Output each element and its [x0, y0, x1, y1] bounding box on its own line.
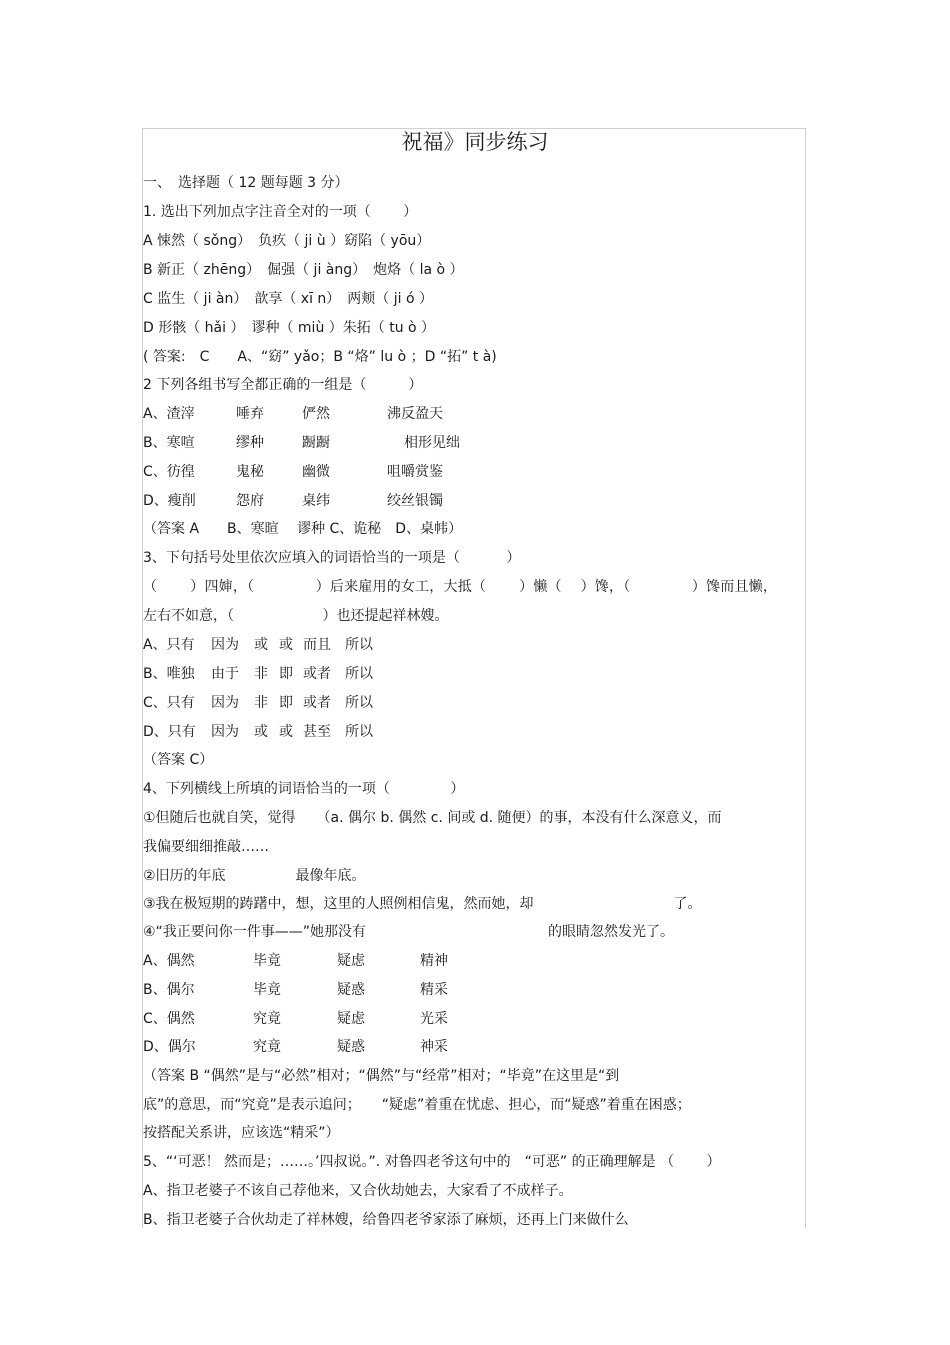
q3-c-w5: 或者: [303, 695, 331, 711]
q4-d-col1: D、偶尔: [143, 1039, 196, 1055]
q4-b-col2: 毕竟: [253, 982, 281, 998]
q3-d-w5: 甚至: [303, 724, 331, 740]
q4-a-col1: A、偶然: [143, 953, 195, 969]
q3-c-w6: 所以: [345, 695, 373, 711]
q1-answer: ( 答案: C A、“窈” yǎo；B “烙” lu ò ；D “拓” t à): [143, 349, 497, 365]
q3-b-w1: B、唯独: [143, 666, 195, 682]
q2-d-col4: 绞丝银镯: [387, 493, 443, 509]
q3-c-w3: 非: [254, 695, 268, 711]
q4-a-col3: 疑虑: [337, 953, 365, 969]
q4-sentence1-line2: 我偏要细细推敲……: [143, 839, 269, 855]
q2-c-col4: 咀嚼赏鉴: [387, 464, 443, 480]
q3-a-w5: 而且: [303, 637, 331, 653]
q3-answer: （答案 C）: [143, 752, 214, 768]
q4-answer-line2: 底”的意思，而“究竟”是表示追问； “疑虑”着重在忧虑、担心，而“疑惑”着重在困惑；: [143, 1097, 691, 1113]
q3-a-w4: 或: [279, 637, 293, 653]
q3-d-w1: D、只有: [143, 724, 196, 740]
q3-b-w3: 非: [254, 666, 268, 682]
q1-option-d: D 形骸（ hǎi ） 谬种（ miù ）朱拓（ tu ò ）: [143, 320, 436, 336]
q3-b-w6: 所以: [345, 666, 373, 682]
q3-d-w2: 因为: [211, 724, 239, 740]
q5-stem: 5、“‘可恶！ 然而是；……。’四叔说。”. 对鲁四老爷这句中的 “可恶” 的正确理解是 （ ）: [143, 1154, 721, 1170]
q4-c-col3: 疑虑: [337, 1011, 365, 1027]
q1-option-c: C 监生（ ji àn） 歆享（ xī n） 两颊（ ji ó ）: [143, 291, 434, 307]
q4-a-col4: 精神: [420, 953, 448, 969]
q2-d-col1: D、瘦削: [143, 493, 196, 509]
q2-a-col1: A、渣滓: [143, 406, 195, 422]
section-header: 一、 选择题（ 12 题每题 3 分）: [143, 175, 349, 191]
q4-d-col4: 神采: [420, 1039, 448, 1055]
q3-a-w1: A、只有: [143, 637, 195, 653]
q2-b-col3: 蹰蹰: [302, 435, 330, 451]
q4-d-col3: 疑惑: [337, 1039, 365, 1055]
q2-c-col1: C、彷徨: [143, 464, 195, 480]
q2-stem: 2 下列各组书写全都正确的一组是（ ）: [143, 377, 423, 393]
q4-sentence2: ②旧历的年底 最像年底。: [143, 868, 366, 884]
q1-option-a: A 悚然（ sǒng） 负疚（ ji ù ）窈陷（ yōu）: [143, 233, 431, 249]
q3-a-w3: 或: [254, 637, 268, 653]
q3-c-w4: 即: [279, 695, 293, 711]
q3-d-w3: 或: [254, 724, 268, 740]
q2-a-col2: 唾弃: [236, 406, 264, 422]
q1-option-b: B 新正（ zhēng） 倔强（ ji àng） 炮烙（ la ò ）: [143, 262, 464, 278]
q4-sentence3: ③我在极短期的踌躇中，想，这里的人照例相信鬼，然而她，却 了。: [143, 896, 702, 912]
q3-d-w4: 或: [279, 724, 293, 740]
q1-stem: 1. 选出下列加点字注音全对的一项（ ）: [143, 204, 418, 220]
q4-a-col2: 毕竟: [253, 953, 281, 969]
q3-a-w2: 因为: [211, 637, 239, 653]
q4-c-col1: C、偶然: [143, 1011, 195, 1027]
q4-c-col4: 光采: [420, 1011, 448, 1027]
q2-a-col4: 沸反盈天: [387, 406, 443, 422]
q2-answer: （答案 A B、寒暄 谬种 C、诡秘 D、桌帏）: [143, 521, 463, 537]
q3-text-line1: （ ）四婶，（ ）后来雇用的女工，大抵（ ）懒（ ）馋，（ ）馋而且懒，: [143, 579, 778, 595]
q3-b-w2: 由于: [211, 666, 239, 682]
q5-option-b: B、指卫老婆子合伙劫走了祥林嫂，给鲁四老爷家添了麻烦，还再上门来做什么: [143, 1212, 629, 1228]
q4-d-col2: 究竟: [253, 1039, 281, 1055]
q4-answer-line3: 按搭配关系讲，应该选“精采”）: [143, 1125, 340, 1141]
q2-a-col3: 俨然: [302, 406, 330, 422]
q4-b-col3: 疑惑: [337, 982, 365, 998]
q3-a-w6: 所以: [345, 637, 373, 653]
q3-text-line2: 左右不如意，（ ）也还提起祥林嫂。: [143, 608, 449, 624]
q4-stem: 4、下列横线上所填的词语恰当的一项（ ）: [143, 781, 465, 797]
q4-sentence1-line1: ①但随后也就自笑，觉得 （a. 偶尔 b. 偶然 c. 间或 d. 随便）的事，本没有什么深意义，而: [143, 810, 722, 826]
q2-b-col4: 相形见绌: [404, 435, 460, 451]
q3-c-w2: 因为: [211, 695, 239, 711]
q4-b-col4: 精采: [420, 982, 448, 998]
q3-b-w4: 即: [279, 666, 293, 682]
q3-c-w1: C、只有: [143, 695, 195, 711]
q4-sentence4: ④“我正要问你一件事——”她那没有 的眼睛忽然发光了。: [143, 924, 675, 940]
q3-stem: 3、下句括号处里依次应填入的词语恰当的一项是（ ）: [143, 550, 521, 566]
q4-answer-line1: （答案 B “偶然”是与“必然”相对；“偶然”与“经常”相对；“毕竟”在这里是“到: [143, 1068, 620, 1084]
q3-d-w6: 所以: [345, 724, 373, 740]
q2-c-col2: 鬼秘: [236, 464, 264, 480]
q2-c-col3: 幽微: [302, 464, 330, 480]
q4-c-col2: 究竟: [253, 1011, 281, 1027]
document-title: 祝福》同步练习: [401, 130, 549, 154]
q2-d-col3: 桌纬: [302, 493, 330, 509]
q2-b-col1: B、寒喧: [143, 435, 195, 451]
q5-option-a: A、指卫老婆子不该自己荐他来，又合伙劫她去，大家看了不成样子。: [143, 1183, 573, 1199]
q3-b-w5: 或者: [303, 666, 331, 682]
q2-b-col2: 缪种: [236, 435, 264, 451]
q4-b-col1: B、偶尔: [143, 982, 195, 998]
q2-d-col2: 怨府: [236, 493, 264, 509]
